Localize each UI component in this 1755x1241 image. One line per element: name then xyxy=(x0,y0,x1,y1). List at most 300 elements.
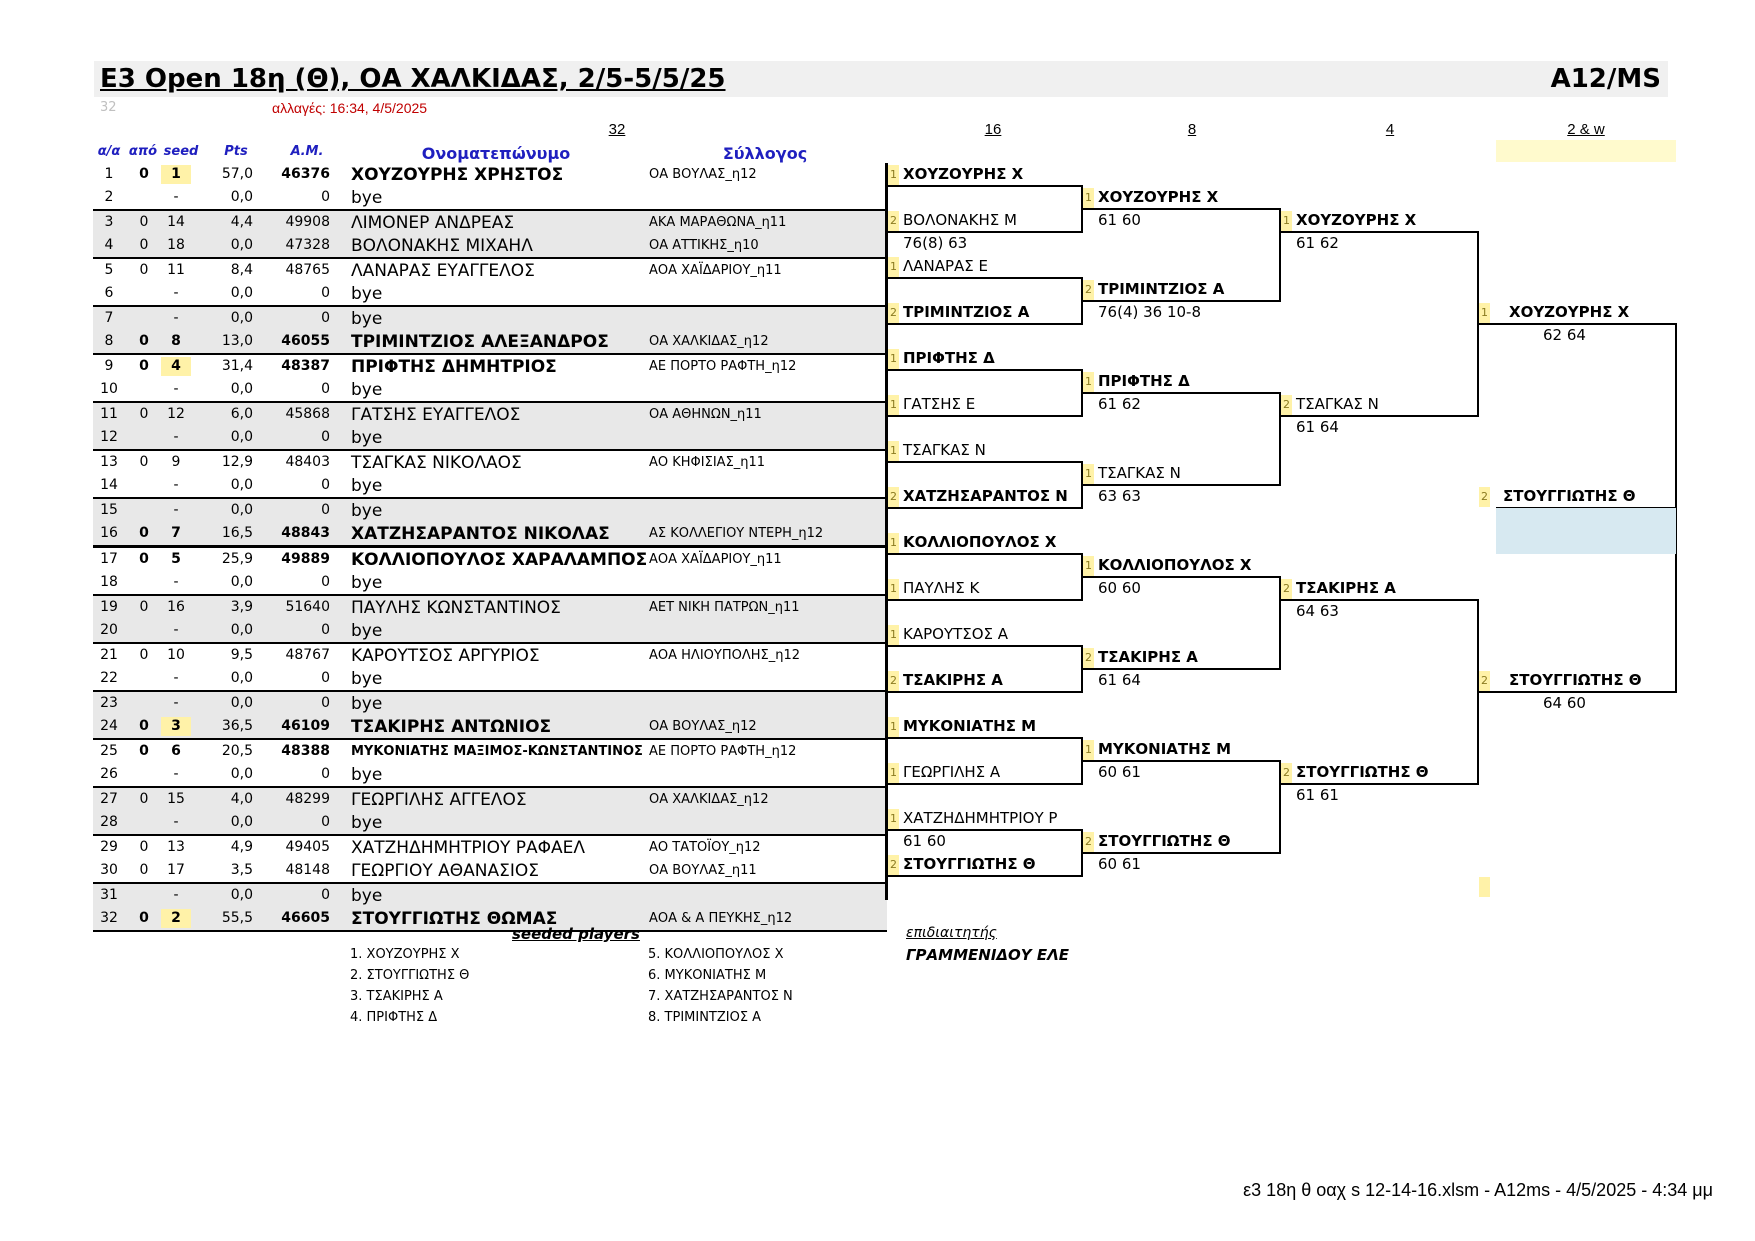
bracket-line xyxy=(1281,599,1479,601)
points-value: 4,9 xyxy=(230,839,253,855)
winner-tag: 1 xyxy=(888,763,899,783)
r16-player: ΛΑΝΑΡΑΣ Ε xyxy=(903,257,989,275)
bracket-line xyxy=(888,691,1083,693)
round-label-final: 2 & w xyxy=(1567,121,1605,138)
r16-player: ΤΣΑΓΚΑΣ Ν xyxy=(903,441,986,459)
row-number: 13 xyxy=(100,454,118,470)
seed-value: 3 xyxy=(171,718,181,734)
bracket-line xyxy=(1479,323,1677,325)
qf-player: ΜΥΚΟΝΙΑΤΗΣ Μ xyxy=(1098,740,1232,758)
col-header-pts: Pts xyxy=(224,144,248,159)
table-row xyxy=(93,330,887,355)
table-row xyxy=(93,571,887,596)
player-name: bye xyxy=(351,380,383,400)
bracket-line xyxy=(1083,392,1281,394)
table-row xyxy=(93,378,887,403)
qf-score: 63 63 xyxy=(1098,487,1141,505)
winner-tag: 1 xyxy=(1083,372,1094,392)
seed-value: 5 xyxy=(171,551,181,567)
table-row xyxy=(93,499,887,522)
seeded-player: 7. ΧΑΤΖΗΣΑΡΑΝΤΟΣ Ν xyxy=(648,989,793,1004)
seed-value: 16 xyxy=(167,599,185,615)
bracket-line xyxy=(1083,484,1281,486)
seed-value: - xyxy=(173,766,179,782)
table-row xyxy=(93,282,887,307)
seed-value: 2 xyxy=(171,910,181,926)
seed-value: 17 xyxy=(167,862,185,878)
qf-player: ΧΟΥΖΟΥΡΗΣ Χ xyxy=(1098,188,1219,206)
winner-tag: 2 xyxy=(888,855,899,875)
qf-player: ΣΤΟΥΓΓΙΩΤΗΣ Θ xyxy=(1098,832,1231,850)
table-row xyxy=(93,596,887,619)
seed-value: 14 xyxy=(167,214,185,230)
am-value: 48299 xyxy=(285,791,330,807)
winner-tag: 2 xyxy=(1083,280,1094,300)
seed-value: 7 xyxy=(171,525,181,541)
am-value: 0 xyxy=(321,477,330,493)
player-name: ΤΣΑΚΙΡΗΣ ΑΝΤΩΝΙΟΣ xyxy=(351,717,552,737)
row-number: 2 xyxy=(104,189,114,205)
seeded-player: 4. ΠΡΙΦΤΗΣ Δ xyxy=(350,1010,438,1025)
player-name: ΒΟΛΟΝΑΚΗΣ ΜΙΧΑΗΛ xyxy=(351,236,533,256)
table-row xyxy=(93,307,887,330)
round-label-32: 32 xyxy=(608,121,626,138)
club-name: ΑΚΑ ΜΑΡΑΘΩΝΑ_η11 xyxy=(649,215,787,230)
am-value: 48387 xyxy=(281,358,330,374)
winner-tag: 2 xyxy=(888,671,899,691)
seed-value: 1 xyxy=(171,166,181,182)
file-footer: ε3 18η θ οαχ s 12-14-16.xlsm - A12ms - 4/5/2025 - 4:34 μμ xyxy=(1243,1180,1713,1200)
player-name: bye xyxy=(351,188,383,208)
seed-value: 15 xyxy=(167,791,185,807)
r16-score: 76(8) 63 xyxy=(903,234,968,252)
table-row xyxy=(93,355,887,378)
from-value: 0 xyxy=(139,718,149,734)
am-value: 48843 xyxy=(281,525,330,541)
am-value: 51640 xyxy=(285,599,330,615)
bracket-line xyxy=(888,369,1083,371)
table-row xyxy=(93,619,887,644)
bracket-line xyxy=(1281,231,1479,233)
bracket-line xyxy=(888,277,1083,279)
from-value: 0 xyxy=(139,839,149,855)
table-row xyxy=(93,474,887,499)
points-value: 0,0 xyxy=(230,429,253,445)
bracket-line xyxy=(888,507,1083,509)
row-number: 24 xyxy=(100,718,118,734)
player-name: ΚΟΛΛΙΟΠΟΥΛΟΣ ΧΑΡΑΛΑΜΠΟΣ xyxy=(351,550,648,570)
from-value: 0 xyxy=(139,454,149,470)
seed-value: - xyxy=(173,670,179,686)
points-value: 0,0 xyxy=(230,622,253,638)
from-value: 0 xyxy=(139,743,149,759)
bracket-line xyxy=(888,829,1083,831)
points-value: 13,0 xyxy=(221,333,253,349)
seed-value: 13 xyxy=(167,839,185,855)
finalist-name: ΣΤΟΥΓΓΙΩΤΗΣ Θ xyxy=(1509,671,1642,689)
qf-player: ΤΣΑΓΚΑΣ Ν xyxy=(1098,464,1181,482)
from-value: 0 xyxy=(139,647,149,663)
winner-tag: 2 xyxy=(1281,395,1292,415)
table-row xyxy=(93,259,887,282)
am-value: 0 xyxy=(321,502,330,518)
am-value: 48765 xyxy=(285,262,330,278)
table-row xyxy=(93,234,887,259)
round-label-4: 4 xyxy=(1385,121,1395,138)
club-name: ΟΑ ΑΤΤΙΚΗΣ_η10 xyxy=(649,238,759,253)
points-value: 0,0 xyxy=(230,670,253,686)
am-value: 0 xyxy=(321,622,330,638)
row-number: 18 xyxy=(100,574,118,590)
points-value: 4,0 xyxy=(230,791,253,807)
sf-player: ΤΣΑΚΙΡΗΣ Α xyxy=(1296,579,1396,597)
winner-tag: 1 xyxy=(888,579,899,599)
winner-tag: 2 xyxy=(1281,763,1292,783)
from-value: 0 xyxy=(139,358,149,374)
table-row xyxy=(93,859,887,884)
points-value: 0,0 xyxy=(230,574,253,590)
champion-name: ΣΤΟΥΓΓΙΩΤΗΣ Θ xyxy=(1503,487,1636,505)
seeded-players-title: seeded players xyxy=(512,925,640,943)
player-name: bye xyxy=(351,765,383,785)
empty-marker xyxy=(1479,877,1490,897)
am-value: 0 xyxy=(321,814,330,830)
winner-tag: 1 xyxy=(1083,188,1094,208)
row-number: 30 xyxy=(100,862,118,878)
r16-player: ΤΣΑΚΙΡΗΣ Α xyxy=(903,671,1003,689)
from-value: 0 xyxy=(139,333,149,349)
club-name: ΑΟΑ ΧΑΪΔΑΡΙΟΥ_η11 xyxy=(649,263,782,278)
points-value: 31,4 xyxy=(221,358,253,374)
bracket-line xyxy=(888,599,1083,601)
winner-tag: 1 xyxy=(888,717,899,737)
winner-highlight xyxy=(1496,508,1676,554)
row-number: 8 xyxy=(104,333,114,349)
sf-player: ΧΟΥΖΟΥΡΗΣ Χ xyxy=(1296,211,1417,229)
r16-player: ΧΟΥΖΟΥΡΗΣ Χ xyxy=(903,165,1024,183)
col-header-name: Ονοματεπώνυμο xyxy=(421,144,571,163)
player-name: ΜΥΚΟΝΙΑΤΗΣ ΜΑΞΙΜΟΣ-ΚΩΝΣΤΑΝΤΙΝΟΣ xyxy=(351,744,643,759)
player-name: ΧΑΤΖΗΣΑΡΑΝΤΟΣ ΝΙΚΟΛΑΣ xyxy=(351,524,610,544)
club-name: ΑΕ ΠΟΡΤΟ ΡΑΦΤΗ_η12 xyxy=(649,359,797,374)
player-name: bye xyxy=(351,476,383,496)
winner-tag: 2 xyxy=(1083,832,1094,852)
seed-value: 6 xyxy=(171,743,181,759)
player-name: ΣΤΟΥΓΓΙΩΤΗΣ ΘΩΜΑΣ xyxy=(351,909,558,929)
club-name: ΑΟΑ & Α ΠΕΥΚΗΣ_η12 xyxy=(649,911,793,926)
from-value: 0 xyxy=(139,214,149,230)
am-value: 0 xyxy=(321,381,330,397)
row-number: 4 xyxy=(104,237,114,253)
club-name: ΟΑ ΒΟΥΛΑΣ_η12 xyxy=(649,719,757,734)
from-value: 0 xyxy=(139,599,149,615)
row-number: 28 xyxy=(100,814,118,830)
final-score: 64 60 xyxy=(1543,694,1586,712)
table-row xyxy=(93,644,887,667)
changes-timestamp: αλλαγές: 16:34, 4/5/2025 xyxy=(272,100,428,116)
points-value: 6,0 xyxy=(230,406,253,422)
player-name: ΓΕΩΡΓΙΛΗΣ ΑΓΓΕΛΟΣ xyxy=(351,790,527,810)
player-name: ΓΑΤΣΗΣ ΕΥΑΓΓΕΛΟΣ xyxy=(351,405,521,425)
seed-value: - xyxy=(173,381,179,397)
seeded-player: 6. ΜΥΚΟΝΙΑΤΗΣ Μ xyxy=(648,968,767,983)
table-row xyxy=(93,788,887,811)
winner-tag: 1 xyxy=(888,809,899,829)
club-name: ΑΣ ΚΟΛΛΕΓΙΟΥ ΝΤΕΡΗ_η12 xyxy=(649,526,824,541)
seed-value: - xyxy=(173,429,179,445)
player-name: ΚΑΡΟΥΤΣΟΣ ΑΡΓΥΡΙΟΣ xyxy=(351,646,540,666)
from-value: 0 xyxy=(139,237,149,253)
row-number: 9 xyxy=(104,358,114,374)
row-number: 16 xyxy=(100,525,118,541)
am-value: 0 xyxy=(321,574,330,590)
points-value: 12,9 xyxy=(221,454,253,470)
seed-value: 4 xyxy=(171,358,181,374)
from-value: 0 xyxy=(139,910,149,926)
club-name: ΑΟΑ ΗΛΙΟΥΠΟΛΗΣ_η12 xyxy=(649,648,800,663)
qf-score: 60 60 xyxy=(1098,579,1141,597)
seed-value: 12 xyxy=(167,406,185,422)
row-number: 1 xyxy=(104,166,114,182)
row-number: 5 xyxy=(104,262,114,278)
table-row xyxy=(93,186,887,211)
qf-score: 60 61 xyxy=(1098,855,1141,873)
round-label-8: 8 xyxy=(1187,121,1197,138)
seed-value: - xyxy=(173,310,179,326)
bracket-line xyxy=(1479,691,1677,693)
points-value: 0,0 xyxy=(230,189,253,205)
winner-tag: 1 xyxy=(1281,211,1292,231)
r16-player: ΠΑΥΛΗΣ Κ xyxy=(903,579,980,597)
r16-player: ΧΑΤΖΗΔΗΜΗΤΡΙΟΥ Ρ xyxy=(903,809,1058,827)
table-row xyxy=(93,426,887,451)
am-value: 45868 xyxy=(285,406,330,422)
table-row xyxy=(93,740,887,763)
seed-value: 18 xyxy=(167,237,185,253)
bracket-line xyxy=(1281,415,1479,417)
am-value: 46376 xyxy=(281,166,330,182)
points-value: 4,4 xyxy=(230,214,253,230)
row-number: 21 xyxy=(100,647,118,663)
player-name: ΓΕΩΡΓΙΟΥ ΑΘΑΝΑΣΙΟΣ xyxy=(351,861,539,881)
table-row xyxy=(93,548,887,571)
referee-label: επιδιαιτητής xyxy=(906,925,997,941)
am-value: 49908 xyxy=(285,214,330,230)
bracket-line xyxy=(1083,208,1281,210)
row-number: 14 xyxy=(100,477,118,493)
from-value: 0 xyxy=(139,262,149,278)
am-value: 49889 xyxy=(281,551,330,567)
row-number: 7 xyxy=(104,310,114,326)
points-value: 8,4 xyxy=(230,262,253,278)
seed-value: 11 xyxy=(167,262,185,278)
table-row xyxy=(93,715,887,740)
points-value: 0,0 xyxy=(230,285,253,301)
row-number: 3 xyxy=(104,214,114,230)
final-round-highlight xyxy=(1496,140,1676,162)
r16-player: ΜΥΚΟΝΙΑΤΗΣ Μ xyxy=(903,717,1037,735)
seed-value: - xyxy=(173,695,179,711)
bracket-line xyxy=(888,783,1083,785)
player-name: bye xyxy=(351,694,383,714)
r16-player: ΚΟΛΛΙΟΠΟΥΛΟΣ Χ xyxy=(903,533,1057,551)
points-value: 25,9 xyxy=(221,551,253,567)
player-name: ΠΑΥΛΗΣ ΚΩΝΣΤΑΝΤΙΝΟΣ xyxy=(351,598,561,618)
row-number: 11 xyxy=(100,406,118,422)
row-number: 12 xyxy=(100,429,118,445)
seed-value: - xyxy=(173,622,179,638)
col-header-from: από xyxy=(128,144,158,159)
seed-value: - xyxy=(173,189,179,205)
am-value: 46605 xyxy=(281,910,330,926)
club-name: ΟΑ ΑΘΗΝΩΝ_η11 xyxy=(649,407,762,422)
col-header-seed: seed xyxy=(163,144,199,159)
seed-value: 10 xyxy=(167,647,185,663)
points-value: 9,5 xyxy=(230,647,253,663)
bracket-line xyxy=(1083,852,1281,854)
winner-tag: 1 xyxy=(1083,556,1094,576)
final-score: 62 64 xyxy=(1543,326,1586,344)
winner-tag: 1 xyxy=(888,165,899,185)
club-name: ΟΑ ΒΟΥΛΑΣ_η12 xyxy=(649,167,757,182)
seed-value: 8 xyxy=(171,333,181,349)
winner-tag: 1 xyxy=(1479,303,1490,323)
bracket-line xyxy=(888,231,1083,233)
from-value: 0 xyxy=(139,551,149,567)
winner-tag: 2 xyxy=(888,211,899,231)
club-name: ΑΟ ΚΗΦΙΣΙΑΣ_η11 xyxy=(649,455,766,470)
club-name: ΟΑ ΧΑΛΚΙΔΑΣ_η12 xyxy=(649,334,769,349)
sf-score: 61 62 xyxy=(1296,234,1339,252)
player-name: bye xyxy=(351,501,383,521)
col-header-aa: α/α xyxy=(97,144,121,159)
from-value: 0 xyxy=(139,525,149,541)
table-row xyxy=(93,811,887,836)
winner-tag: 2 xyxy=(888,487,899,507)
r16-player: ΤΡΙΜΙΝΤΖΙΟΣ Α xyxy=(903,303,1030,321)
seeded-player: 2. ΣΤΟΥΓΓΙΩΤΗΣ Θ xyxy=(350,968,470,983)
bracket-line xyxy=(1083,668,1281,670)
table-row xyxy=(93,836,887,859)
seeded-player: 5. ΚΟΛΛΙΟΠΟΥΛΟΣ Χ xyxy=(648,947,784,962)
row-number: 22 xyxy=(100,670,118,686)
row-number: 23 xyxy=(100,695,118,711)
r16-player: ΓΕΩΡΓΙΛΗΣ Α xyxy=(903,763,1001,781)
sf-player: ΤΣΑΓΚΑΣ Ν xyxy=(1296,395,1379,413)
am-value: 48148 xyxy=(285,862,330,878)
table-row xyxy=(93,884,887,907)
points-value: 0,0 xyxy=(230,477,253,493)
row-number: 31 xyxy=(100,887,118,903)
qf-player: ΤΣΑΚΙΡΗΣ Α xyxy=(1098,648,1198,666)
bracket-line xyxy=(888,185,1083,187)
page-title: Ε3 Open 18η (Θ), ΟΑ ΧΑΛΚΙΔΑΣ, 2/5-5/5/25 xyxy=(100,64,726,94)
row-number: 32 xyxy=(100,910,118,926)
points-value: 0,0 xyxy=(230,766,253,782)
draw-size: 32 xyxy=(100,100,117,115)
row-number: 10 xyxy=(100,381,118,397)
points-value: 20,5 xyxy=(221,743,253,759)
bracket-line xyxy=(1083,576,1281,578)
table-row xyxy=(93,522,887,548)
points-value: 36,5 xyxy=(221,718,253,734)
points-value: 0,0 xyxy=(230,381,253,397)
player-name: bye xyxy=(351,428,383,448)
row-number: 29 xyxy=(100,839,118,855)
winner-tag: 2 xyxy=(1083,648,1094,668)
table-row xyxy=(93,692,887,715)
points-value: 0,0 xyxy=(230,310,253,326)
player-name: ΤΣΑΓΚΑΣ ΝΙΚΟΛΑΟΣ xyxy=(351,453,522,473)
seed-value: - xyxy=(173,477,179,493)
winner-tag: 2 xyxy=(888,303,899,323)
points-value: 55,5 xyxy=(221,910,253,926)
qf-score: 61 62 xyxy=(1098,395,1141,413)
seeded-player: 3. ΤΣΑΚΙΡΗΣ Α xyxy=(350,989,443,1004)
am-value: 47328 xyxy=(285,237,330,253)
table-row xyxy=(93,907,887,932)
players-table xyxy=(93,163,887,932)
points-value: 0,0 xyxy=(230,695,253,711)
finalist-name: ΧΟΥΖΟΥΡΗΣ Χ xyxy=(1509,303,1630,321)
winner-tag: 1 xyxy=(888,349,899,369)
sf-score: 64 63 xyxy=(1296,602,1339,620)
col-header-am: Α.Μ. xyxy=(290,144,324,159)
seed-value: - xyxy=(173,574,179,590)
am-value: 0 xyxy=(321,887,330,903)
bracket-line xyxy=(1083,300,1281,302)
seeded-player: 1. ΧΟΥΖΟΥΡΗΣ Χ xyxy=(350,947,460,962)
seed-value: - xyxy=(173,887,179,903)
qf-score: 61 64 xyxy=(1098,671,1141,689)
table-row xyxy=(93,763,887,788)
round-label-16: 16 xyxy=(984,121,1002,138)
row-number: 25 xyxy=(100,743,118,759)
am-value: 0 xyxy=(321,766,330,782)
am-value: 48767 xyxy=(285,647,330,663)
am-value: 0 xyxy=(321,310,330,326)
r16-player: ΣΤΟΥΓΓΙΩΤΗΣ Θ xyxy=(903,855,1036,873)
r16-player: ΒΟΛΟΝΑΚΗΣ Μ xyxy=(903,211,1017,229)
points-value: 3,5 xyxy=(230,862,253,878)
player-name: ΧΑΤΖΗΔΗΜΗΤΡΙΟΥ ΡΑΦΑΕΛ xyxy=(351,838,586,858)
from-value: 0 xyxy=(139,166,149,182)
player-name: bye xyxy=(351,886,383,906)
player-name: ΠΡΙΦΤΗΣ ΔΗΜΗΤΡΙΟΣ xyxy=(351,357,557,377)
bracket-line xyxy=(1083,760,1281,762)
points-value: 3,9 xyxy=(230,599,253,615)
player-name: ΛΙΜΟΝΕΡ ΑΝΔΡΕΑΣ xyxy=(351,213,515,233)
club-name: ΑΟ ΤΑΤΟΪΟΥ_η12 xyxy=(649,840,761,855)
bracket-line xyxy=(888,415,1083,417)
winner-tag: 1 xyxy=(888,441,899,461)
bracket-line xyxy=(888,737,1083,739)
player-name: bye xyxy=(351,573,383,593)
bracket-line xyxy=(888,323,1083,325)
seed-value: - xyxy=(173,814,179,830)
am-value: 49405 xyxy=(285,839,330,855)
referee-name: ΓΡΑΜΜΕΝΙΔΟΥ ΕΛΕ xyxy=(906,946,1069,964)
seed-value: 9 xyxy=(171,454,181,470)
row-number: 20 xyxy=(100,622,118,638)
club-name: ΑΕ ΠΟΡΤΟ ΡΑΦΤΗ_η12 xyxy=(649,744,797,759)
r16-player: ΠΡΙΦΤΗΣ Δ xyxy=(903,349,995,367)
points-value: 16,5 xyxy=(221,525,253,541)
points-value: 0,0 xyxy=(230,502,253,518)
row-number: 26 xyxy=(100,766,118,782)
am-value: 0 xyxy=(321,189,330,205)
winner-tag: 1 xyxy=(888,395,899,415)
